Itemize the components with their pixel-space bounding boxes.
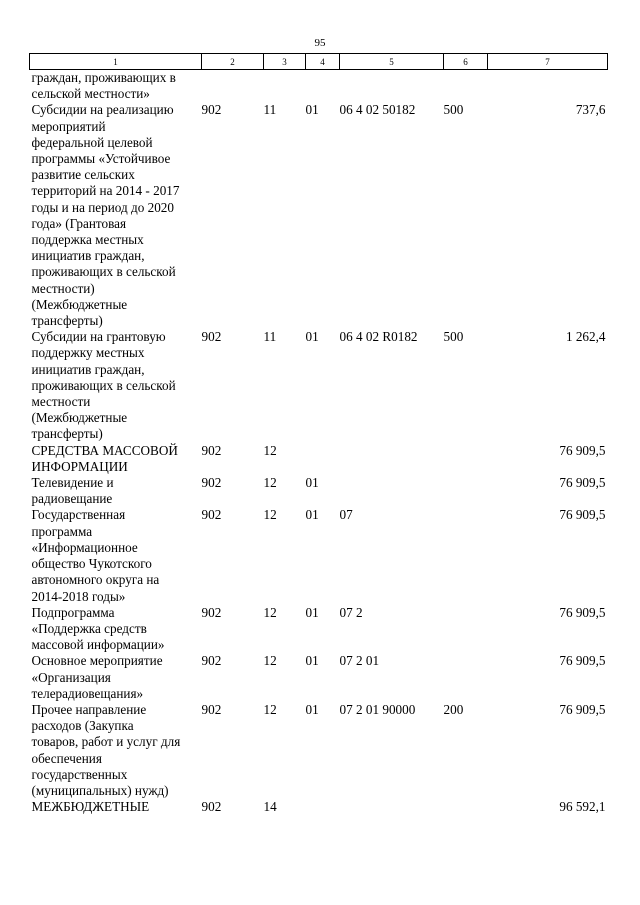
cell-subsection-code [306,70,340,103]
table-header [30,54,608,70]
table-row [30,70,608,103]
table-row [30,653,608,702]
description-line: радиовещание [31,491,113,507]
description-line: (муниципальных) нужд) [31,782,169,798]
row-description [30,102,202,329]
header-col-6: 6 [444,54,488,70]
row-description [30,329,202,442]
cell-section-code: 12 [263,442,277,458]
cell-amount: 96 592,1 [559,799,606,815]
cell-section-code: 11 [263,329,277,345]
row-description [30,702,202,799]
table-row [30,799,608,815]
cell-expense-type-code [444,653,488,702]
cell-target-article-code [340,443,444,475]
description-line: товаров, работ и услуг для [31,734,181,750]
description-line: федеральной целевой [31,134,153,150]
cell-target-article-code: 07 2 [339,604,363,620]
description-line: поддержку местных [31,345,145,361]
description-line: (Межбюджетные [31,296,128,312]
cell-target-article-code: 07 [339,507,353,523]
description-line: Государственная [31,507,126,523]
table-row [30,507,608,604]
table-row [30,329,608,442]
cell-amount: 76 909,5 [559,507,606,523]
description-line: года» (Грантовая [31,215,127,231]
description-line: Телевидение и [31,475,114,491]
description-line: автономного округа на [31,572,160,588]
cell-subsection-code: 01 [305,604,319,620]
cell-subsection-code: 01 [305,653,319,669]
row-description [30,799,202,815]
table-row [30,605,608,654]
description-line: массовой информации» [31,637,165,653]
cell-ministry-code: 902 [201,102,222,118]
table-row [30,102,608,329]
description-line: Субсидии на грантовую [31,329,166,345]
cell-ministry-code [202,70,264,103]
description-line: телерадиовещания» [31,685,144,701]
header-row [30,54,608,70]
table-row [30,443,608,475]
description-line: расходов (Закупка [31,718,134,734]
row-description [30,443,202,475]
cell-ministry-code: 902 [201,507,222,523]
description-line: Основное мероприятие [31,653,163,669]
budget-table [29,53,608,815]
cell-expense-type-code [444,799,488,815]
cell-amount: 1 262,4 [565,329,606,345]
description-line: территорий на 2014 - 2017 [31,183,180,199]
description-line: сельской местности» [31,86,150,102]
cell-subsection-code: 01 [305,701,319,717]
description-line: «Организация [31,669,111,685]
header-col-5: 5 [340,54,444,70]
row-description [30,507,202,604]
cell-section-code [264,70,306,103]
cell-ministry-code: 902 [201,799,222,815]
cell-amount: 76 909,5 [559,475,606,491]
table-body [30,70,608,816]
cell-subsection-code: 01 [305,475,319,491]
description-line: местности [31,394,91,410]
description-line: СРЕДСТВА МАССОВОЙ [31,442,178,458]
header-col-3: 3 [264,54,306,70]
cell-target-article-code [340,475,444,507]
description-line: поддержка местных [31,232,144,248]
cell-amount: 76 909,5 [559,604,606,620]
description-line: программа [31,523,93,539]
table-row [30,475,608,507]
cell-section-code: 12 [263,507,277,523]
cell-ministry-code: 902 [201,329,222,345]
cell-ministry-code: 902 [201,475,222,491]
cell-ministry-code: 902 [201,604,222,620]
description-line: Прочее направление [31,701,147,717]
cell-ministry-code: 902 [201,653,222,669]
cell-target-article-code: 06 4 02 R0182 [339,329,418,345]
cell-expense-type-code: 500 [443,329,464,345]
cell-subsection-code [306,443,340,475]
cell-section-code: 12 [263,653,277,669]
header-col-1: 1 [30,54,202,70]
cell-expense-type-code [444,443,488,475]
cell-section-code: 11 [263,102,277,118]
description-line: 2014-2018 годы» [31,588,126,604]
cell-amount: 76 909,5 [559,653,606,669]
cell-amount: 76 909,5 [559,442,606,458]
cell-expense-type-code [444,70,488,103]
description-line: инициатив граждан, [31,361,145,377]
description-line: мероприятий [31,118,106,134]
cell-subsection-code [306,799,340,815]
cell-subsection-code: 01 [305,102,319,118]
description-line: развитие сельских [31,167,135,183]
cell-target-article-code [340,70,444,103]
cell-target-article-code: 07 2 01 [339,653,380,669]
cell-subsection-code: 01 [305,329,319,345]
page-number: 95 [314,37,326,49]
cell-amount: 76 909,5 [559,701,606,717]
description-line: местности) [31,280,95,296]
description-line: инициатив граждан, [31,248,145,264]
description-line: «Поддержка средств [31,620,147,636]
description-line: трансферты) [31,426,103,442]
cell-target-article-code: 07 2 01 90000 [339,701,416,717]
cell-expense-type-code [444,475,488,507]
cell-section-code: 12 [263,701,277,717]
table-row [30,702,608,799]
description-line: (Межбюджетные [31,410,128,426]
description-line: программы «Устойчивое [31,151,171,167]
cell-amount: 737,6 [575,102,606,118]
cell-expense-type-code [444,605,488,654]
cell-section-code: 12 [263,475,277,491]
header-col-7: 7 [488,54,608,70]
description-line: общество Чукотского [31,556,152,572]
cell-section-code: 14 [263,799,277,815]
row-description [30,653,202,702]
header-col-4: 4 [306,54,340,70]
row-description [30,475,202,507]
description-line: проживающих в сельской [31,377,176,393]
header-col-2: 2 [202,54,264,70]
cell-target-article-code [340,799,444,815]
description-line: государственных [31,766,128,782]
cell-section-code: 12 [263,604,277,620]
cell-target-article-code: 06 4 02 50182 [339,102,416,118]
description-line: ИНФОРМАЦИИ [31,458,128,474]
cell-subsection-code: 01 [305,507,319,523]
description-line: Субсидии на реализацию [31,102,174,118]
description-line: проживающих в сельской [31,264,176,280]
description-line: МЕЖБЮДЖЕТНЫЕ [31,799,150,815]
row-description [30,605,202,654]
cell-ministry-code: 902 [201,442,222,458]
description-line: граждан, проживающих в [31,70,176,85]
cell-amount [488,70,608,103]
description-line: обеспечения [31,750,102,766]
description-line: трансферты) [31,313,103,329]
row-description [30,70,202,103]
description-line: «Информационное [31,539,138,555]
description-line: Подпрограмма [31,604,115,620]
cell-ministry-code: 902 [201,701,222,717]
cell-expense-type-code: 500 [443,102,464,118]
description-line: годы и на период до 2020 [31,199,174,215]
cell-expense-type-code [444,507,488,604]
cell-expense-type-code: 200 [443,701,464,717]
